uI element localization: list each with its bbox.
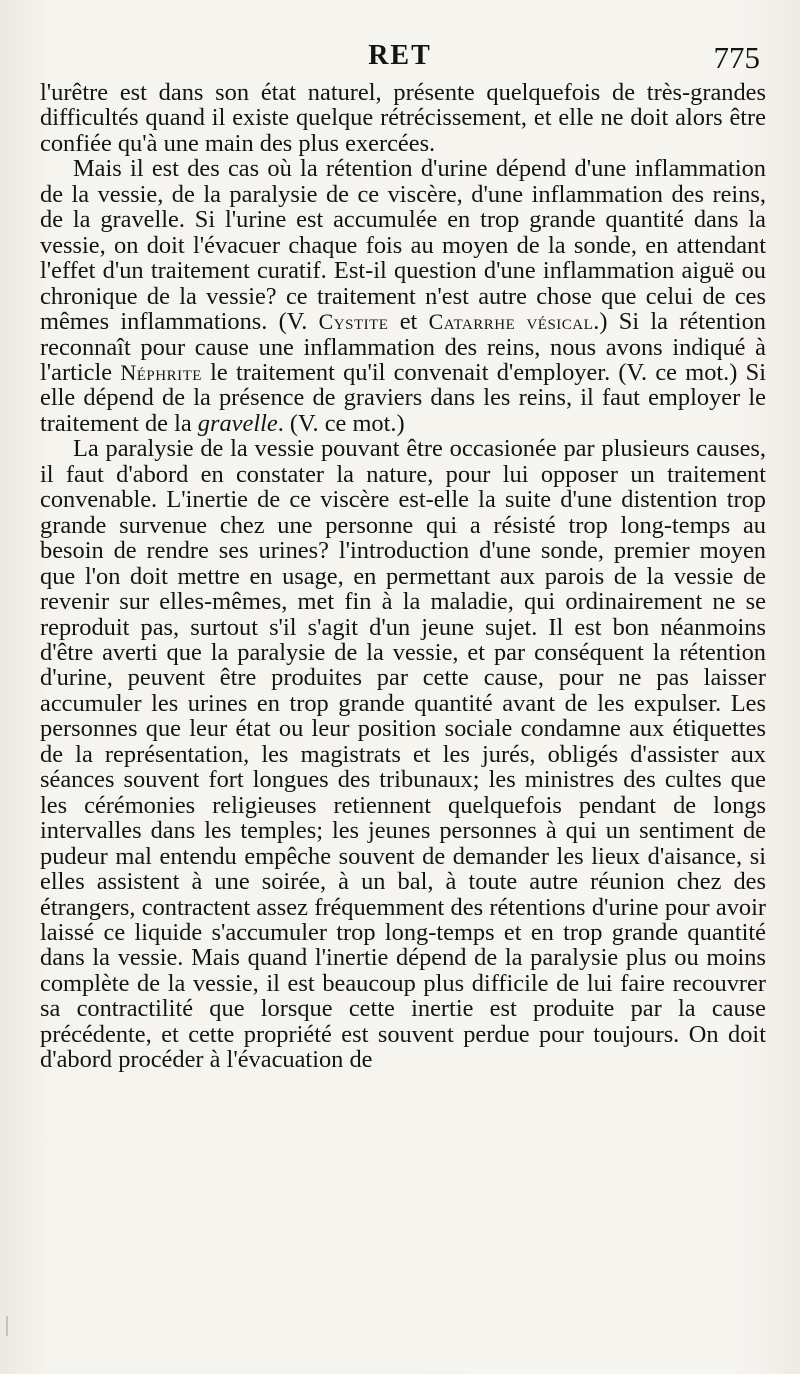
cross-reference-catarrhe: Catarrhe vésical [428,309,594,335]
paragraph-2-text: et [388,308,429,336]
paragraph-2 [40,156,766,436]
cross-reference-cystite: Cystite [318,309,389,335]
paragraph-1: l'urêtre est dans son état naturel, présente quelquefois de très-grandes difficultés quand il existe quelque rétrécissement, et elle ne doit alors être confiée qu'à une main des plus exercées. [40,79,766,157]
margin-mark [6,1316,11,1336]
running-head: RET [368,40,432,71]
italic-term-gravelle: gravelle [197,409,278,437]
cross-reference-nephrite: Néphrite [120,359,202,385]
page-header [40,40,760,80]
paragraph-2-text: Mais il est des cas où la rétention d'urine dépend d'une inflammation de la vessie, de la paralysie de ce viscère, d'une inflammation des reins, de la gravelle. Si l'urine est accumulée en trop grande quantité dans la vessie, on doit l'évacuer chaque fois au moyen de la sonde, en attendant l'effet d'un traitement curatif. Est-il question d'une inflammation aiguë ou chronique de la vessie? ce traitement n'est autre chose que celui de ces mêmes inflammations. (V. [40,155,766,336]
paragraph-3: La paralysie de la vessie pouvant être occasionée par plusieurs causes, il faut d'abord en constater la nature, pour lui opposer un traitement convenable. L'inertie de ce viscère est-elle la suite d'une distention trop grande survenue chez une personne qui a résisté trop long-temps au besoin de rendre ses urines? l'introduction d'une sonde, premier moyen que l'on doit mettre en usage, en permettant aux parois de la vessie de revenir sur elles-mêmes, met fin à la maladie, qui ordinairement ne se reproduit pas, surtout s'il s'agit d'un jeune sujet. Il est bon néanmoins d'être averti que la paralysie de la vessie, et par conséquent la rétention d'urine, peuvent être produites par cette cause, pour ne pas laisser accumuler les urines en trop grande quantité avant de les expulser. Les personnes que leur état ou leur position sociale condamne aux étiquettes de la représentation, les magistrats et les jurés, obligés d'assister aux séances souvent fort longues des tribunaux; les ministres des cultes que les cérémonies religieuses retiennent quelquefois pendant de longs intervalles dans les temples; les jeunes personnes à qui un sentiment de pudeur mal entendu empêche souvent de demander les lieux d'aisance, si elles assistent à une soirée, à un bal, à toute autre réunion chez des étrangers, contractent assez fréquemment des rétentions d'urine pour avoir laissé ce liquide s'accumuler trop long-temps et en trop grande quantité dans la vessie. Mais quand l'inertie dépend de la paralysie plus ou moins complète de la vessie, il est beaucoup plus difficile de lui faire recouvrer sa contractilité que lorsque cette inertie est produite par la cause précédente, et cette propriété est souvent perdue pour toujours. On doit d'abord procéder à l'évacuation de [40,435,766,1074]
paragraph-2-text: . (V. ce mot.) [277,409,405,437]
paragraph-2-text: le traitement qu'il convenait d'employer. (V. ce mot.) Si elle dépend de la présence de graviers dans les reins, il faut employer le traitement de la [40,358,766,437]
body-text [40,80,766,1073]
paragraph-2-text: .) Si la rétention reconnaît pour cause une inflammation des reins, nous avons indiqué à l'article [40,308,766,386]
page-number: 775 [713,40,760,75]
